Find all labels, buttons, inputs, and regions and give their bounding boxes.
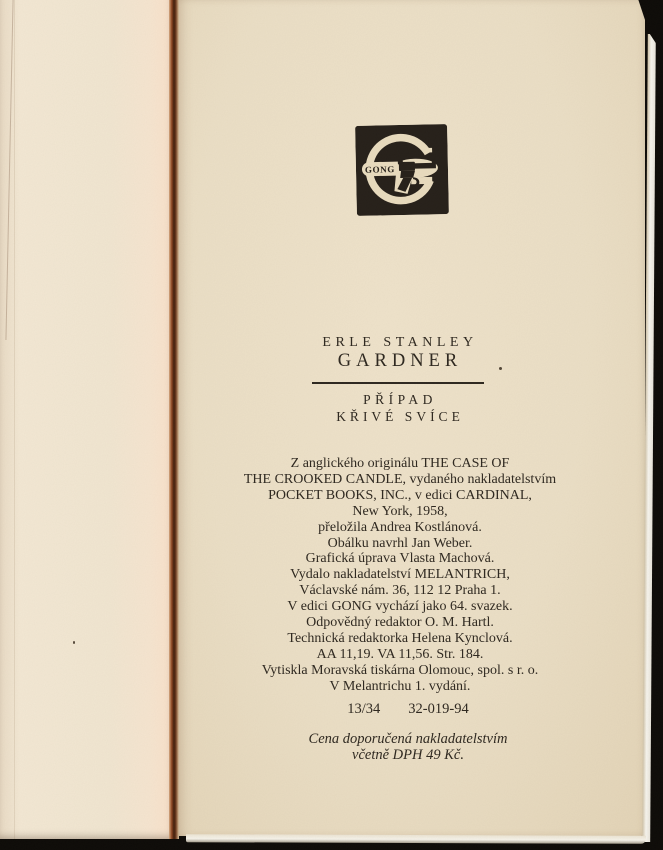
price-line: včetně DPH 49 Kč. [352, 746, 464, 763]
print-codes-line [186, 701, 630, 718]
page-edge-highlight-bottom [186, 834, 646, 844]
colophon-line: V edici GONG vychází jako 64. svazek. [287, 599, 513, 615]
paper-speck [73, 641, 75, 644]
gong-logo-graphic [355, 124, 449, 216]
colophon-line: Vytiskla Moravská tiskárna Olomouc, spol. s r. o. [261, 662, 539, 678]
price-note [186, 732, 630, 763]
colophon-line: New York, 1958, [352, 503, 448, 519]
book-title-line2: KŘIVÉ SVÍCE [336, 409, 464, 424]
colophon-block [178, 456, 622, 695]
book-title-line1: PŘÍPAD [363, 392, 437, 407]
author-first-names: ERLE STANLEY [322, 335, 478, 350]
colophon-line: Václavské nám. 36, 112 12 Praha 1. [299, 583, 501, 599]
colophon-line: POCKET BOOKS, INC., v edici CARDINAL, [268, 487, 532, 503]
colophon-line: Grafická úprava Vlasta Machová. [305, 551, 495, 567]
print-code-left: 13/34 [347, 701, 381, 717]
colophon-line: V Melantrichu 1. vydání. [329, 678, 471, 694]
page-edge-line [14, 0, 15, 839]
logo-edition-name: GONG [364, 164, 395, 175]
colophon-line: Technická redaktorka Helena Kynclová. [287, 630, 513, 646]
title-divider-rule [312, 382, 484, 384]
page-crease [5, 0, 13, 340]
colophon-line: Odpovědný redaktor O. M. Hartl. [306, 615, 494, 631]
colophon-line: Z anglického originálu THE CASE OF [290, 456, 510, 471]
colophon-line: přeložila Andrea Kostlánová. [318, 519, 482, 535]
gong-edition-logo [355, 124, 449, 216]
author-surname: GARDNER [337, 351, 463, 371]
colophon-line: Vydalo nakladatelství MELANTRICH, [290, 567, 510, 583]
colophon-line: THE CROOKED CANDLE, vydaného nakladatelstvím [243, 471, 557, 487]
left-facing-page [0, 0, 169, 839]
book-title-block [178, 391, 622, 425]
print-code-right: 32-019-94 [408, 701, 469, 717]
price-line: Cena doporučená nakladatelstvím [308, 731, 508, 747]
paper-speck [499, 367, 502, 370]
colophon-line: AA 11,19. VA 11,56. Str. 184. [316, 646, 484, 662]
author-block [178, 334, 622, 372]
colophon-line: Obálku navrhl Jan Weber. [327, 535, 473, 551]
